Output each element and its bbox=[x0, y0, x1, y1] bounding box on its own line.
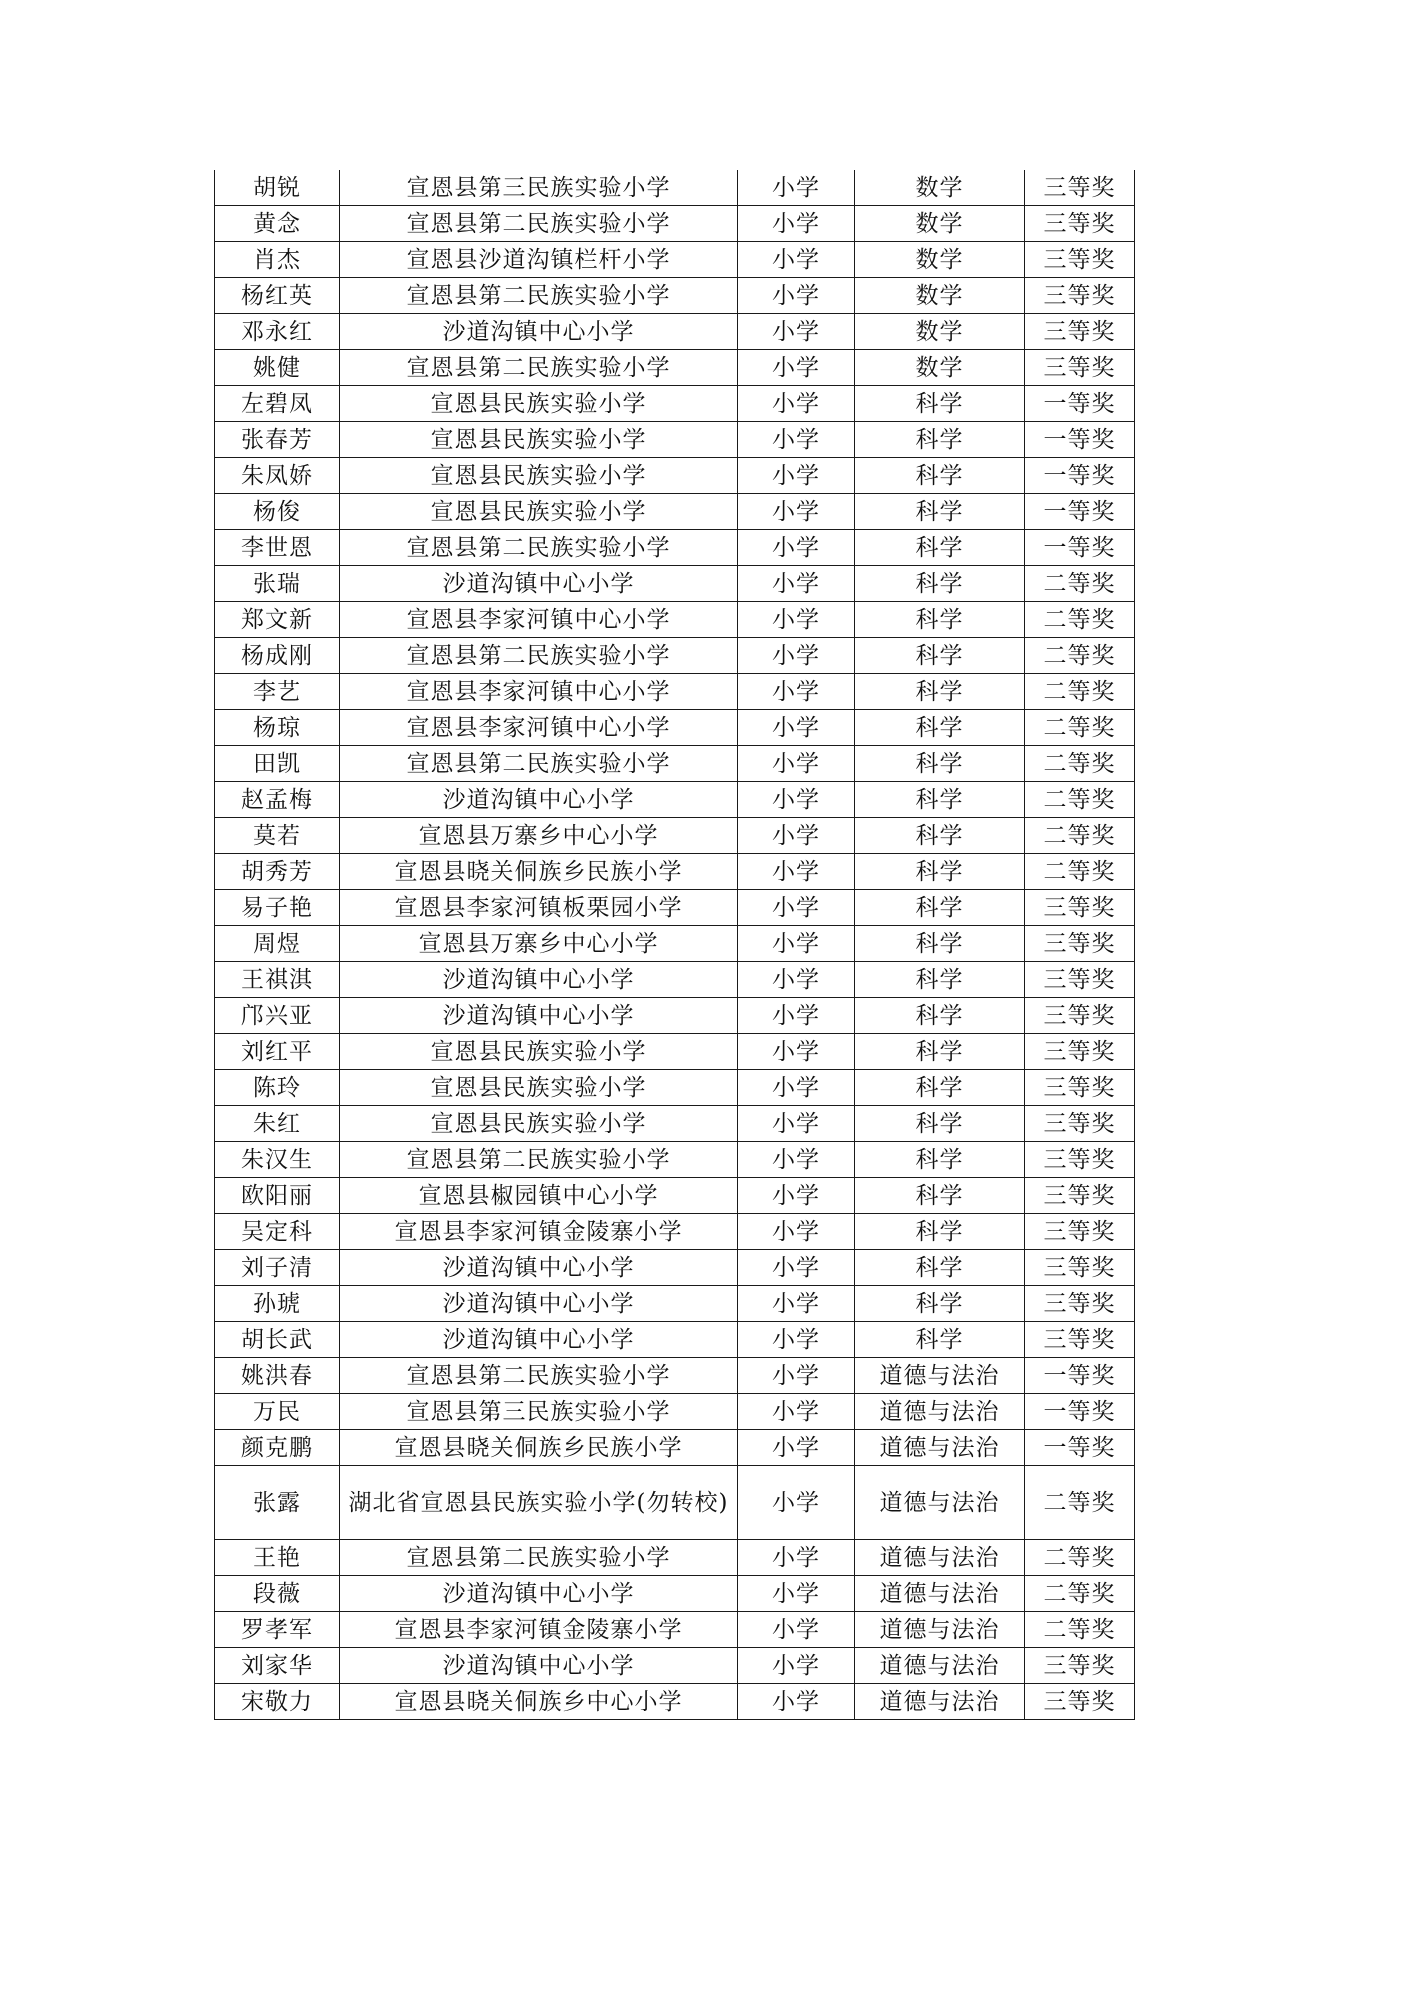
level-cell: 小学 bbox=[738, 206, 855, 242]
table-row bbox=[215, 1684, 1135, 1720]
subject-cell: 数学 bbox=[855, 242, 1025, 278]
school-cell: 宣恩县李家河镇金陵寨小学 bbox=[340, 1612, 738, 1648]
award-cell: 二等奖 bbox=[1025, 1612, 1135, 1648]
name-cell: 颜克鹏 bbox=[215, 1430, 340, 1466]
school-cell: 宣恩县民族实验小学 bbox=[340, 1106, 738, 1142]
table-row bbox=[215, 458, 1135, 494]
name-cell: 张瑞 bbox=[215, 566, 340, 602]
subject-cell: 科学 bbox=[855, 890, 1025, 926]
school-cell: 沙道沟镇中心小学 bbox=[340, 962, 738, 998]
award-cell: 三等奖 bbox=[1025, 998, 1135, 1034]
name-cell: 杨琼 bbox=[215, 710, 340, 746]
level-cell: 小学 bbox=[738, 1286, 855, 1322]
award-cell: 三等奖 bbox=[1025, 242, 1135, 278]
table-row bbox=[215, 566, 1135, 602]
name-cell: 肖杰 bbox=[215, 242, 340, 278]
award-cell: 三等奖 bbox=[1025, 926, 1135, 962]
award-cell: 一等奖 bbox=[1025, 1394, 1135, 1430]
subject-cell: 科学 bbox=[855, 458, 1025, 494]
level-cell: 小学 bbox=[738, 854, 855, 890]
level-cell: 小学 bbox=[738, 1034, 855, 1070]
table-row bbox=[215, 1466, 1135, 1540]
subject-cell: 科学 bbox=[855, 386, 1025, 422]
subject-cell: 科学 bbox=[855, 638, 1025, 674]
award-cell: 三等奖 bbox=[1025, 1214, 1135, 1250]
name-cell: 杨成刚 bbox=[215, 638, 340, 674]
table-row bbox=[215, 674, 1135, 710]
level-cell: 小学 bbox=[738, 1576, 855, 1612]
name-cell: 左碧凤 bbox=[215, 386, 340, 422]
school-cell: 宣恩县李家河镇中心小学 bbox=[340, 602, 738, 638]
table-row bbox=[215, 602, 1135, 638]
award-cell: 三等奖 bbox=[1025, 206, 1135, 242]
table-row bbox=[215, 1070, 1135, 1106]
award-cell: 三等奖 bbox=[1025, 1250, 1135, 1286]
school-cell: 宣恩县万寨乡中心小学 bbox=[340, 926, 738, 962]
award-cell: 三等奖 bbox=[1025, 1106, 1135, 1142]
school-cell: 沙道沟镇中心小学 bbox=[340, 998, 738, 1034]
name-cell: 胡长武 bbox=[215, 1322, 340, 1358]
table-row bbox=[215, 1286, 1135, 1322]
level-cell: 小学 bbox=[738, 1070, 855, 1106]
level-cell: 小学 bbox=[738, 998, 855, 1034]
table-row bbox=[215, 782, 1135, 818]
award-cell: 三等奖 bbox=[1025, 962, 1135, 998]
name-cell: 朱凤娇 bbox=[215, 458, 340, 494]
award-cell: 一等奖 bbox=[1025, 386, 1135, 422]
table-row bbox=[215, 962, 1135, 998]
level-cell: 小学 bbox=[738, 314, 855, 350]
name-cell: 姚洪春 bbox=[215, 1358, 340, 1394]
school-cell: 沙道沟镇中心小学 bbox=[340, 566, 738, 602]
level-cell: 小学 bbox=[738, 422, 855, 458]
table-row bbox=[215, 206, 1135, 242]
name-cell: 宋敬力 bbox=[215, 1684, 340, 1720]
name-cell: 刘子清 bbox=[215, 1250, 340, 1286]
level-cell: 小学 bbox=[738, 1142, 855, 1178]
subject-cell: 科学 bbox=[855, 566, 1025, 602]
level-cell: 小学 bbox=[738, 1322, 855, 1358]
name-cell: 欧阳丽 bbox=[215, 1178, 340, 1214]
level-cell: 小学 bbox=[738, 602, 855, 638]
school-cell: 宣恩县万寨乡中心小学 bbox=[340, 818, 738, 854]
subject-cell: 道德与法治 bbox=[855, 1358, 1025, 1394]
award-cell: 三等奖 bbox=[1025, 278, 1135, 314]
table-row bbox=[215, 1358, 1135, 1394]
award-cell: 一等奖 bbox=[1025, 458, 1135, 494]
school-cell: 宣恩县第二民族实验小学 bbox=[340, 638, 738, 674]
school-cell: 宣恩县第三民族实验小学 bbox=[340, 1394, 738, 1430]
subject-cell: 数学 bbox=[855, 170, 1025, 206]
subject-cell: 科学 bbox=[855, 854, 1025, 890]
school-cell: 宣恩县晓关侗族乡民族小学 bbox=[340, 1430, 738, 1466]
table-row bbox=[215, 494, 1135, 530]
table-row bbox=[215, 1034, 1135, 1070]
subject-cell: 道德与法治 bbox=[855, 1684, 1025, 1720]
level-cell: 小学 bbox=[738, 782, 855, 818]
name-cell: 李世恩 bbox=[215, 530, 340, 566]
name-cell: 黄念 bbox=[215, 206, 340, 242]
name-cell: 姚健 bbox=[215, 350, 340, 386]
award-cell: 二等奖 bbox=[1025, 1540, 1135, 1576]
table-row bbox=[215, 350, 1135, 386]
awards-table bbox=[214, 170, 1135, 1720]
name-cell: 邝兴亚 bbox=[215, 998, 340, 1034]
name-cell: 邓永红 bbox=[215, 314, 340, 350]
award-cell: 三等奖 bbox=[1025, 314, 1135, 350]
school-cell: 沙道沟镇中心小学 bbox=[340, 1286, 738, 1322]
subject-cell: 数学 bbox=[855, 206, 1025, 242]
subject-cell: 科学 bbox=[855, 1178, 1025, 1214]
award-cell: 二等奖 bbox=[1025, 1466, 1135, 1540]
table-row bbox=[215, 1430, 1135, 1466]
award-cell: 三等奖 bbox=[1025, 1648, 1135, 1684]
subject-cell: 数学 bbox=[855, 278, 1025, 314]
table-row bbox=[215, 278, 1135, 314]
school-cell: 宣恩县第三民族实验小学 bbox=[340, 170, 738, 206]
school-cell: 沙道沟镇中心小学 bbox=[340, 1322, 738, 1358]
table-row bbox=[215, 1178, 1135, 1214]
level-cell: 小学 bbox=[738, 170, 855, 206]
award-cell: 二等奖 bbox=[1025, 746, 1135, 782]
award-cell: 一等奖 bbox=[1025, 1358, 1135, 1394]
subject-cell: 科学 bbox=[855, 1250, 1025, 1286]
subject-cell: 道德与法治 bbox=[855, 1612, 1025, 1648]
name-cell: 赵孟梅 bbox=[215, 782, 340, 818]
level-cell: 小学 bbox=[738, 1250, 855, 1286]
table-row bbox=[215, 1540, 1135, 1576]
subject-cell: 科学 bbox=[855, 710, 1025, 746]
school-cell: 宣恩县民族实验小学 bbox=[340, 1070, 738, 1106]
school-cell: 沙道沟镇中心小学 bbox=[340, 1250, 738, 1286]
award-cell: 一等奖 bbox=[1025, 422, 1135, 458]
name-cell: 田凯 bbox=[215, 746, 340, 782]
school-cell: 沙道沟镇中心小学 bbox=[340, 1648, 738, 1684]
level-cell: 小学 bbox=[738, 926, 855, 962]
level-cell: 小学 bbox=[738, 1106, 855, 1142]
subject-cell: 科学 bbox=[855, 962, 1025, 998]
table-row bbox=[215, 1648, 1135, 1684]
table-row bbox=[215, 998, 1135, 1034]
table-row bbox=[215, 530, 1135, 566]
name-cell: 吴定科 bbox=[215, 1214, 340, 1250]
name-cell: 张春芳 bbox=[215, 422, 340, 458]
table-row bbox=[215, 1250, 1135, 1286]
level-cell: 小学 bbox=[738, 1214, 855, 1250]
table-row bbox=[215, 422, 1135, 458]
name-cell: 王艳 bbox=[215, 1540, 340, 1576]
subject-cell: 科学 bbox=[855, 818, 1025, 854]
name-cell: 王祺淇 bbox=[215, 962, 340, 998]
name-cell: 刘红平 bbox=[215, 1034, 340, 1070]
table-row bbox=[215, 386, 1135, 422]
school-cell: 宣恩县椒园镇中心小学 bbox=[340, 1178, 738, 1214]
table-row bbox=[215, 638, 1135, 674]
subject-cell: 科学 bbox=[855, 1034, 1025, 1070]
subject-cell: 科学 bbox=[855, 422, 1025, 458]
subject-cell: 道德与法治 bbox=[855, 1648, 1025, 1684]
school-cell: 宣恩县第二民族实验小学 bbox=[340, 1358, 738, 1394]
level-cell: 小学 bbox=[738, 1394, 855, 1430]
award-cell: 三等奖 bbox=[1025, 890, 1135, 926]
name-cell: 胡锐 bbox=[215, 170, 340, 206]
name-cell: 陈玲 bbox=[215, 1070, 340, 1106]
subject-cell: 道德与法治 bbox=[855, 1466, 1025, 1540]
level-cell: 小学 bbox=[738, 278, 855, 314]
name-cell: 万民 bbox=[215, 1394, 340, 1430]
award-cell: 三等奖 bbox=[1025, 1178, 1135, 1214]
subject-cell: 科学 bbox=[855, 746, 1025, 782]
level-cell: 小学 bbox=[738, 818, 855, 854]
name-cell: 朱汉生 bbox=[215, 1142, 340, 1178]
school-cell: 宣恩县李家河镇中心小学 bbox=[340, 674, 738, 710]
award-cell: 二等奖 bbox=[1025, 602, 1135, 638]
table-row bbox=[215, 890, 1135, 926]
school-cell: 宣恩县李家河镇中心小学 bbox=[340, 710, 738, 746]
name-cell: 易子艳 bbox=[215, 890, 340, 926]
table-row bbox=[215, 170, 1135, 206]
level-cell: 小学 bbox=[738, 350, 855, 386]
table-row bbox=[215, 1322, 1135, 1358]
school-cell: 沙道沟镇中心小学 bbox=[340, 782, 738, 818]
table-row bbox=[215, 1214, 1135, 1250]
level-cell: 小学 bbox=[738, 1612, 855, 1648]
subject-cell: 科学 bbox=[855, 602, 1025, 638]
level-cell: 小学 bbox=[738, 1358, 855, 1394]
award-cell: 三等奖 bbox=[1025, 1322, 1135, 1358]
award-cell: 二等奖 bbox=[1025, 674, 1135, 710]
award-cell: 一等奖 bbox=[1025, 1430, 1135, 1466]
school-cell: 宣恩县李家河镇金陵寨小学 bbox=[340, 1214, 738, 1250]
name-cell: 杨红英 bbox=[215, 278, 340, 314]
subject-cell: 科学 bbox=[855, 674, 1025, 710]
subject-cell: 科学 bbox=[855, 1322, 1025, 1358]
award-cell: 二等奖 bbox=[1025, 638, 1135, 674]
table-row bbox=[215, 1106, 1135, 1142]
table-row bbox=[215, 1576, 1135, 1612]
award-cell: 一等奖 bbox=[1025, 530, 1135, 566]
award-cell: 三等奖 bbox=[1025, 1142, 1135, 1178]
school-cell: 湖北省宣恩县民族实验小学(勿转校) bbox=[340, 1466, 738, 1540]
subject-cell: 数学 bbox=[855, 314, 1025, 350]
award-cell: 二等奖 bbox=[1025, 566, 1135, 602]
award-cell: 三等奖 bbox=[1025, 350, 1135, 386]
school-cell: 宣恩县民族实验小学 bbox=[340, 422, 738, 458]
school-cell: 宣恩县民族实验小学 bbox=[340, 458, 738, 494]
subject-cell: 科学 bbox=[855, 1142, 1025, 1178]
subject-cell: 科学 bbox=[855, 494, 1025, 530]
school-cell: 宣恩县第二民族实验小学 bbox=[340, 206, 738, 242]
level-cell: 小学 bbox=[738, 746, 855, 782]
name-cell: 朱红 bbox=[215, 1106, 340, 1142]
award-cell: 三等奖 bbox=[1025, 1070, 1135, 1106]
school-cell: 宣恩县晓关侗族乡民族小学 bbox=[340, 854, 738, 890]
school-cell: 宣恩县晓关侗族乡中心小学 bbox=[340, 1684, 738, 1720]
subject-cell: 科学 bbox=[855, 1214, 1025, 1250]
level-cell: 小学 bbox=[738, 1540, 855, 1576]
subject-cell: 数学 bbox=[855, 350, 1025, 386]
award-cell: 二等奖 bbox=[1025, 1576, 1135, 1612]
table-row bbox=[215, 314, 1135, 350]
school-cell: 宣恩县民族实验小学 bbox=[340, 1034, 738, 1070]
award-cell: 三等奖 bbox=[1025, 1684, 1135, 1720]
subject-cell: 科学 bbox=[855, 1070, 1025, 1106]
level-cell: 小学 bbox=[738, 494, 855, 530]
school-cell: 宣恩县李家河镇板栗园小学 bbox=[340, 890, 738, 926]
school-cell: 宣恩县民族实验小学 bbox=[340, 386, 738, 422]
award-cell: 二等奖 bbox=[1025, 782, 1135, 818]
table-row bbox=[215, 926, 1135, 962]
subject-cell: 道德与法治 bbox=[855, 1540, 1025, 1576]
name-cell: 刘家华 bbox=[215, 1648, 340, 1684]
level-cell: 小学 bbox=[738, 1684, 855, 1720]
school-cell: 宣恩县第二民族实验小学 bbox=[340, 530, 738, 566]
subject-cell: 科学 bbox=[855, 926, 1025, 962]
name-cell: 周煜 bbox=[215, 926, 340, 962]
name-cell: 张露 bbox=[215, 1466, 340, 1540]
name-cell: 莫若 bbox=[215, 818, 340, 854]
subject-cell: 科学 bbox=[855, 782, 1025, 818]
name-cell: 罗孝军 bbox=[215, 1612, 340, 1648]
level-cell: 小学 bbox=[738, 566, 855, 602]
level-cell: 小学 bbox=[738, 1648, 855, 1684]
name-cell: 郑文新 bbox=[215, 602, 340, 638]
table-row bbox=[215, 1142, 1135, 1178]
subject-cell: 道德与法治 bbox=[855, 1394, 1025, 1430]
level-cell: 小学 bbox=[738, 386, 855, 422]
level-cell: 小学 bbox=[738, 890, 855, 926]
level-cell: 小学 bbox=[738, 242, 855, 278]
level-cell: 小学 bbox=[738, 710, 855, 746]
school-cell: 宣恩县第二民族实验小学 bbox=[340, 1142, 738, 1178]
table-row bbox=[215, 818, 1135, 854]
award-cell: 一等奖 bbox=[1025, 494, 1135, 530]
level-cell: 小学 bbox=[738, 1430, 855, 1466]
level-cell: 小学 bbox=[738, 1178, 855, 1214]
name-cell: 杨俊 bbox=[215, 494, 340, 530]
school-cell: 沙道沟镇中心小学 bbox=[340, 314, 738, 350]
level-cell: 小学 bbox=[738, 962, 855, 998]
level-cell: 小学 bbox=[738, 674, 855, 710]
subject-cell: 科学 bbox=[855, 1106, 1025, 1142]
name-cell: 段薇 bbox=[215, 1576, 340, 1612]
table-row bbox=[215, 854, 1135, 890]
school-cell: 宣恩县第二民族实验小学 bbox=[340, 746, 738, 782]
level-cell: 小学 bbox=[738, 1466, 855, 1540]
level-cell: 小学 bbox=[738, 458, 855, 494]
table-row bbox=[215, 710, 1135, 746]
subject-cell: 科学 bbox=[855, 530, 1025, 566]
awards-table-body bbox=[215, 170, 1135, 1720]
name-cell: 孙琥 bbox=[215, 1286, 340, 1322]
award-cell: 二等奖 bbox=[1025, 854, 1135, 890]
award-cell: 三等奖 bbox=[1025, 170, 1135, 206]
award-cell: 三等奖 bbox=[1025, 1034, 1135, 1070]
table-row bbox=[215, 746, 1135, 782]
table-row bbox=[215, 1394, 1135, 1430]
subject-cell: 道德与法治 bbox=[855, 1576, 1025, 1612]
award-cell: 三等奖 bbox=[1025, 1286, 1135, 1322]
level-cell: 小学 bbox=[738, 530, 855, 566]
name-cell: 胡秀芳 bbox=[215, 854, 340, 890]
table-row bbox=[215, 1612, 1135, 1648]
school-cell: 宣恩县第二民族实验小学 bbox=[340, 350, 738, 386]
school-cell: 宣恩县沙道沟镇栏杆小学 bbox=[340, 242, 738, 278]
subject-cell: 科学 bbox=[855, 1286, 1025, 1322]
name-cell: 李艺 bbox=[215, 674, 340, 710]
level-cell: 小学 bbox=[738, 638, 855, 674]
subject-cell: 科学 bbox=[855, 998, 1025, 1034]
school-cell: 宣恩县第二民族实验小学 bbox=[340, 1540, 738, 1576]
award-cell: 二等奖 bbox=[1025, 818, 1135, 854]
school-cell: 宣恩县民族实验小学 bbox=[340, 494, 738, 530]
school-cell: 沙道沟镇中心小学 bbox=[340, 1576, 738, 1612]
award-cell: 二等奖 bbox=[1025, 710, 1135, 746]
school-cell: 宣恩县第二民族实验小学 bbox=[340, 278, 738, 314]
table-row bbox=[215, 242, 1135, 278]
subject-cell: 道德与法治 bbox=[855, 1430, 1025, 1466]
